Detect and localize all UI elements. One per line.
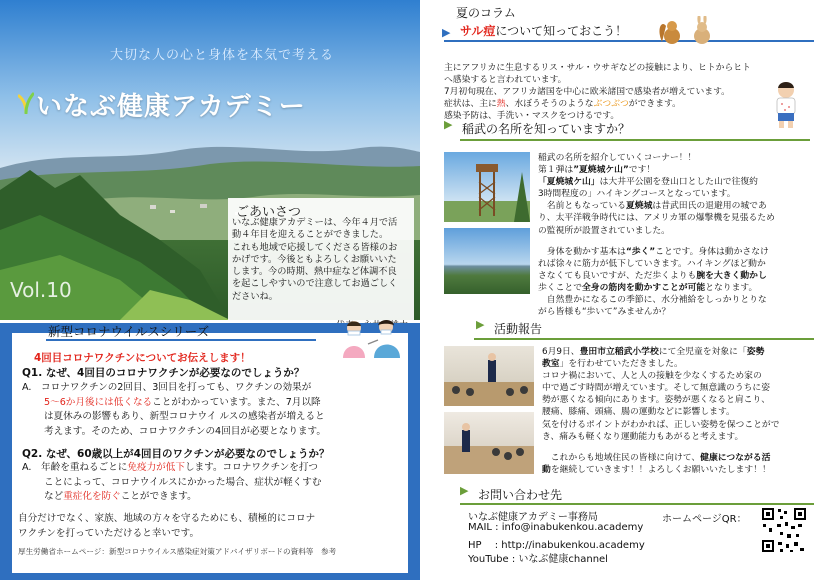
body-text: 名前ともなっている xyxy=(538,201,626,212)
activity-report-underline xyxy=(474,338,814,340)
body-line xyxy=(538,246,834,258)
highlight-bold: “歩く” xyxy=(625,246,656,257)
highlight-orange: ぶつぶつ xyxy=(593,99,629,110)
highlight-bold: 夏焼城 xyxy=(625,201,653,212)
greeting-line: 動４年目を迎えることができました。 xyxy=(232,229,389,241)
body-line xyxy=(538,164,834,176)
body-line: き、痛みも軽くなり運動能力もあがると考えます。 xyxy=(542,431,744,442)
highlight-bold: 健康につながる活 xyxy=(700,452,771,463)
highlight-bold: 動 xyxy=(542,464,551,475)
body-line: 腰痛、膝痛、頭痛、腸の運動などに影響します。 xyxy=(542,407,735,418)
summer-underline xyxy=(444,40,814,42)
triangle-bullet-icon: ▶ xyxy=(476,318,485,331)
contact-mail[interactable]: MAIL : info@inabukenkou.academy xyxy=(468,522,644,533)
body-text: 」を行わせていただきました。 xyxy=(559,359,683,370)
body-line xyxy=(538,200,834,212)
contact-homepage[interactable]: HP : http://inabukenkou.academy xyxy=(468,540,645,551)
greeting-line: ださいね。 xyxy=(232,290,278,302)
famous-place-body xyxy=(538,152,834,318)
classroom-photo-2 xyxy=(444,412,534,474)
body-line: 主にアフリカに生息するリス・サル・ウサギなどの接触により、ヒトからヒト xyxy=(444,63,751,73)
homepage-qr-code-icon[interactable] xyxy=(760,506,808,554)
body-text: を継続していきます！！よろしくお願いいたします！！ xyxy=(550,464,771,475)
body-text: 第１弾は xyxy=(538,165,574,176)
body-line: 7月初旬現在、アフリカ諸国を中心に欧米諸国で感染者が増えています。 xyxy=(444,87,730,98)
tagline: 大切な人の心と身体を本気で考える xyxy=(110,48,335,63)
covid-q2: Q2. なぜ、60歳以上が4回目のワクチンが必要なのでしょうか？ xyxy=(22,448,330,460)
answer-text: A. 年齢を重ねるごとに xyxy=(22,462,128,473)
body-text: ができます。 xyxy=(628,99,681,110)
body-text: 身体を動かす基本は xyxy=(538,246,626,257)
answer-line xyxy=(22,396,402,411)
greeting-line: いなぶ健康アカデミーは、今年４月で活 xyxy=(232,217,398,228)
body-line xyxy=(538,270,834,282)
greeting-line: これも地域で応援してくださる皆様のお xyxy=(232,241,398,253)
highlight-bold: 豊田市立稲武小学校 xyxy=(579,347,659,357)
source-footnote: 厚生労働省ホームページ：新型コロナウイルス感染症対策アドバイザリボードの資料等 参考 xyxy=(18,547,337,556)
squirrel-rabbit-illustration-icon xyxy=(658,16,718,46)
answer-text: します。コロナワクチンを打つ xyxy=(184,462,319,473)
body-line: コロナ禍において、人と人の接触を少なくするため家の xyxy=(542,371,762,382)
answer-line: A. コロナワクチンの2回目、3回目を打っても、ワクチンの効果が xyxy=(22,382,312,393)
body-line xyxy=(444,98,814,110)
volume-label: Vol.10 xyxy=(10,278,72,302)
summit-view-photo xyxy=(444,228,530,294)
contact-org: いなぶ健康アカデミー事務局 xyxy=(468,512,598,523)
highlight-bold: 教室 xyxy=(542,359,560,370)
body-line: へ感染すると言われています。 xyxy=(444,75,567,86)
body-text: は昔武田氏の退避用の城であ xyxy=(652,201,767,212)
spacer xyxy=(542,443,836,452)
body-line: 稲武の名所を紹介していくコーナー！！ xyxy=(538,153,697,163)
highlight-bold: ”夏焼城ケ山” xyxy=(573,165,629,176)
highlight-red: 5～6か月後には低くなる xyxy=(44,396,153,408)
covid-closing xyxy=(18,512,408,541)
answer-line: 考えます。そのため、コロナワクチンの4回目が必要となります。 xyxy=(44,425,326,437)
body-line: の監視所が設置されていました。 xyxy=(538,225,670,236)
body-text: 歩くことで xyxy=(538,282,582,293)
body-text: ことです。身体は動かさなけ xyxy=(655,246,769,257)
greeting-body xyxy=(232,217,412,303)
body-line: 気を付けるポイントがわかれば、正しい姿勢を保つことがで xyxy=(542,419,780,430)
body-line xyxy=(542,464,836,476)
highlight-bold: 姿勢 xyxy=(746,347,765,357)
body-line xyxy=(542,358,836,370)
inner-page xyxy=(420,0,840,580)
title-text: について知っておこう！ xyxy=(495,24,628,38)
closing-line: 自分だけでなく、家族、地域の方々を守るためにも、積極的にコロナ xyxy=(18,513,316,524)
answer-line xyxy=(22,461,402,476)
highlight-red: 熱 xyxy=(496,99,506,110)
body-line: 感染予防は、手洗い・マスクをつけるです。 xyxy=(444,111,620,122)
body-text: 症状は、主に xyxy=(444,99,497,110)
monkeypox-word: サル痘 xyxy=(460,24,496,38)
body-line xyxy=(538,176,834,188)
answer-text: ことがわかっています。また、7月以降 xyxy=(152,396,321,408)
summer-column-label: 夏のコラム xyxy=(456,6,516,20)
tower-photo xyxy=(444,152,530,222)
nurse-vaccine-illustration-icon xyxy=(338,318,410,358)
body-line xyxy=(542,346,836,358)
summer-column-title xyxy=(460,22,627,39)
famous-place-title: 稲武の名所を知っていますか？ xyxy=(462,122,631,136)
covid-q1: Q1. なぜ、4回目のコロナワクチンが必要なのでしょうか？ xyxy=(22,367,305,379)
body-line: れば徐々に筋力が低下していきます。ハイキングほど動か xyxy=(538,258,766,269)
covid-series-title: 新型コロナウイルスシリーズ xyxy=(48,324,210,339)
triangle-bullet-icon: ▶ xyxy=(442,26,451,39)
body-text: これからも地域住民の皆様に向けて、 xyxy=(542,452,701,463)
academy-logo-icon xyxy=(18,92,34,114)
contact-underline xyxy=(460,503,814,505)
body-line xyxy=(542,452,836,464)
greeting-title: ごあいさつ xyxy=(236,205,302,220)
triangle-bullet-icon: ▶ xyxy=(444,118,453,131)
brand-title: いなぶ健康アカデミー xyxy=(36,92,306,122)
famous-place-underline xyxy=(460,139,810,141)
closing-line: ワクチンを打っていただけると幸いです。 xyxy=(18,527,200,539)
contact-youtube[interactable]: YouTube : いなぶ健康channel xyxy=(468,554,608,565)
body-text: です！ xyxy=(628,165,656,176)
body-line: 勢が悪くなる傾向にあります。姿勢が悪くなると肩こり、 xyxy=(542,395,771,406)
answer-line xyxy=(22,490,402,505)
body-line: 自然豊かになるこの季節に、水分補給をしっかりとりな xyxy=(538,295,767,306)
greeting-line: かげです。今後ともよろしくお願いいた xyxy=(232,253,397,265)
body-line: り、太平洋戦争時代には、アメリカ軍の爆撃機を見張るため xyxy=(538,213,775,224)
body-line: がら皆様も“歩いて”みませんか？ xyxy=(538,307,671,318)
body-text: 6月9日、 xyxy=(542,347,580,357)
body-text: さなくても良いですが、ただ歩くよりも xyxy=(538,270,697,281)
body-line xyxy=(538,282,834,294)
covid-announcement: 4回目コロナワクチンについてお伝えします！ xyxy=(34,352,251,364)
contact-title: お問い合わせ先 xyxy=(478,488,563,502)
highlight-bold: 腕を大きく動かし xyxy=(696,270,767,281)
activity-report-body xyxy=(542,346,836,476)
child-rash-illustration-icon xyxy=(766,80,806,128)
classroom-photo-1 xyxy=(444,346,534,406)
summer-column-body xyxy=(444,62,814,122)
answer-text: ことができます。 xyxy=(120,491,197,502)
greeting-line: します。今の時期、熱中症など体調不良 xyxy=(232,266,397,278)
highlight-red: 重症化を防ぐ xyxy=(63,491,121,502)
highlight-red: 免疫力が低下 xyxy=(127,462,185,473)
covid-a1 xyxy=(22,381,402,439)
highlight-bold: 「夏焼城ケ山」 xyxy=(538,177,600,188)
answer-text: など xyxy=(44,491,64,502)
answer-line: は夏休みの影響もあり、新型コロナウイ ルスの感染者が増えると xyxy=(44,411,325,422)
body-line: 3時間程度の」ハイキングコースとなっています。 xyxy=(538,189,736,200)
body-text: となります。 xyxy=(705,282,758,293)
body-line: 中で過ごす時間が増えています。そして無意識のうちに姿 xyxy=(542,383,771,394)
covid-title-underline xyxy=(46,339,316,341)
triangle-bullet-icon: ▶ xyxy=(460,484,469,497)
spacer xyxy=(538,237,834,246)
covid-a2 xyxy=(22,461,402,505)
highlight-bold: 全身の筋肉を動かすことが可能 xyxy=(582,282,706,293)
body-text: 、水ぼうそうのような xyxy=(505,99,594,110)
qr-label: ホームページQR： xyxy=(662,514,747,525)
greeting-line: を起こしやすいので注意してお過ごしく xyxy=(232,278,398,290)
body-text: にて全児童を対象に「 xyxy=(658,347,747,357)
body-text: は大井平公園を登山口とした山で往復約 xyxy=(599,177,758,188)
answer-line: ことによって、コロナウイルスにかかった場合、症状が軽くすむ xyxy=(44,476,322,488)
activity-report-title: 活動報告 xyxy=(494,322,543,336)
